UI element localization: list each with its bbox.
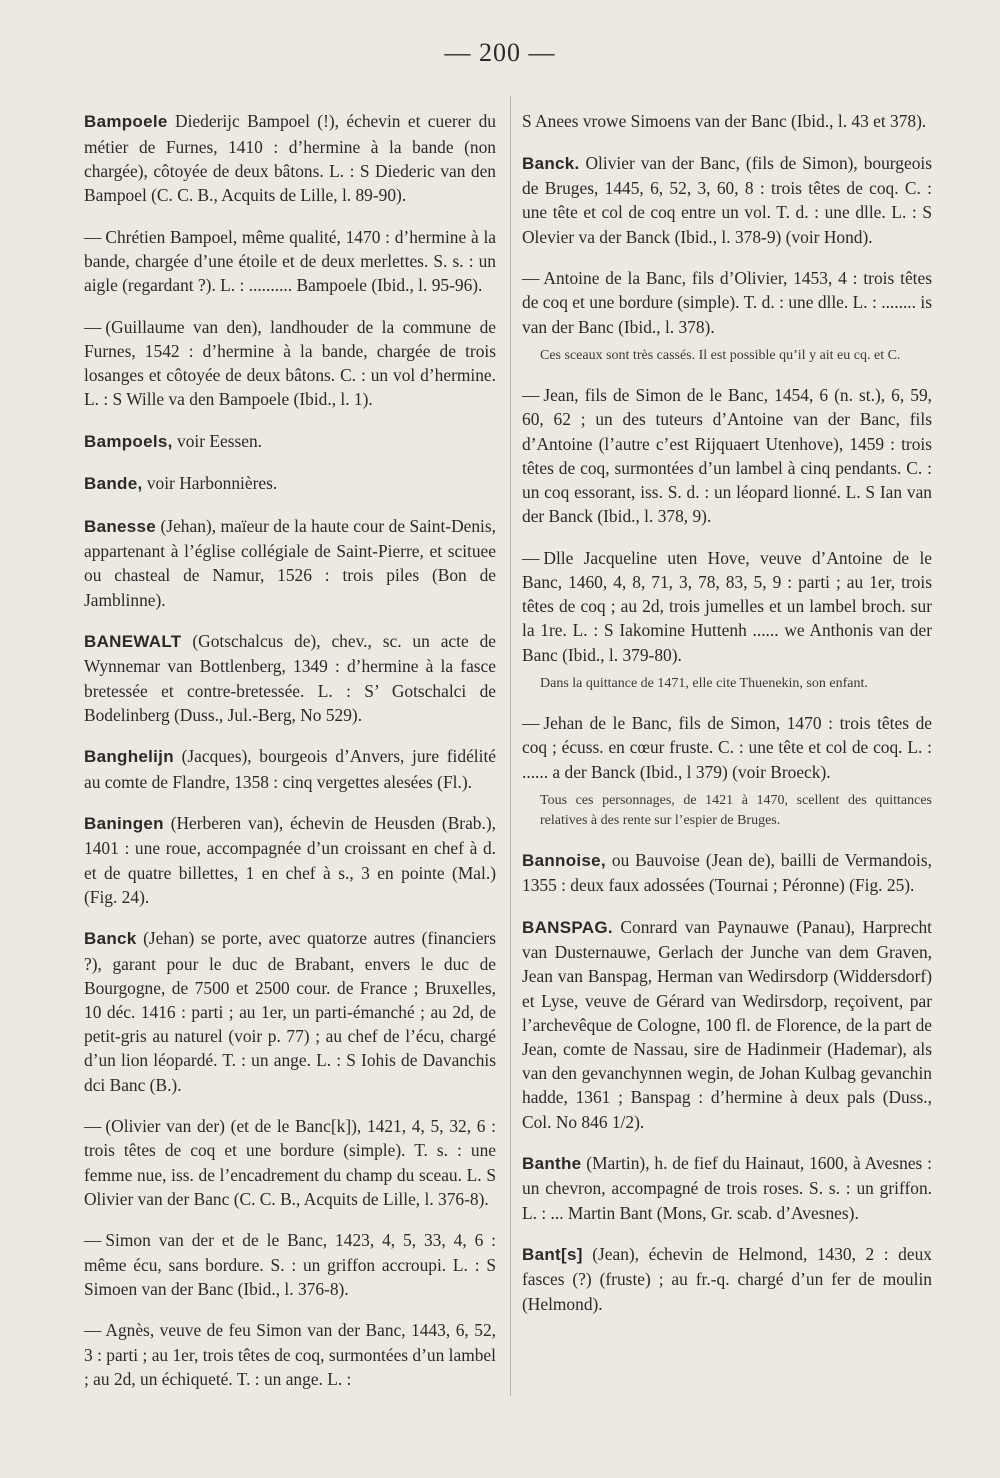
- entry: [522, 1242, 932, 1316]
- right-column: [522, 92, 932, 1329]
- entry-heading: Bande,: [84, 474, 143, 494]
- page-number: — 200 —: [444, 38, 556, 67]
- entry-text: (Herberen van), échevin de Heusden (Brab.), 1401 : une roue, accompagnée d’un croissant en chef à d. et de quatre billettes, 1 en chef à s., 3 en pointe (Mal.) (Fig. 24).: [84, 813, 496, 907]
- entry: [522, 109, 932, 133]
- entry-text: (Gotschalcus de), chev., sc. un acte de Wynnemar van Bottlenberg, 1349 : d’hermine à la fasce bretessée et contre-bretessée. L. : S’ Gotschalci de Bodelinberg (Duss., Jul.-Berg, No 529).: [84, 631, 496, 725]
- entry: [522, 1151, 932, 1225]
- entry-text: (Jehan) se porte, avec quatorze autres (financiers ?), garant pour le duc de Brabant, envers le duc de Bourgogne, de 7500 et 2500 cour. de France ; Bruxelles, 10 déc. 1416 : parti ; au 1er, un parti-émanché ; au 2d, de petit-gris au naturel (voir p. 77) ; au chef de l’écu, chargé d’un lion léopardé. T. : un ange. L. : S Iohis de Davanchis dci Banc (B.).: [84, 928, 496, 1095]
- entry-heading: BANSPAG.: [522, 918, 613, 937]
- entry-text: Conrard van Paynauwe (Panau), Harprecht van Dusternauwe, Gerlach der Junche van dem Graven, Jean van Banspag, Herman van Wedirsdorp (Widdersdorf) et Lyse, veuve de Gérard van Wedirsdorp, reçoivent, par l’archevêque de Cologne, 100 fl. de Florence, de la part de Jean, comte de Nassau, sire de Hadinmeir (Hademar), als van den gevanchynnen wegin, de Johan Kulbag gevanchin hadde, 1361 ; Banspag : d’hermine à deux pals (Duss., Col. No 846 1/2).: [522, 917, 932, 1132]
- entry-text: (Martin), h. de fief du Hainaut, 1600, à Avesnes : un chevron, accompagné de trois roses. S. s. : un griffon. L. : ... Martin Bant (Mons, Gr. scab. d’Avesnes).: [522, 1153, 932, 1223]
- entry-dash: —: [84, 1230, 102, 1251]
- entry-dash: —: [522, 547, 540, 568]
- entry-text: (Olivier van der) (et de le Banc[k]), 1421, 4, 5, 32, 6 : trois têtes de coq et une bordure (simple). T. s. : une femme nue, iss. de l’encadrement du champ du sceau. L. S Olivier van der Banc (C. C. B., Acquits de Lille, l. 376-8).: [84, 1116, 496, 1209]
- entry: [84, 1114, 496, 1211]
- entry-dash: —: [522, 385, 540, 406]
- entry-heading: Banesse: [84, 516, 157, 536]
- entry-dash: —: [84, 1320, 102, 1341]
- entry-heading: Bampoele: [84, 112, 168, 132]
- entry-heading: Banck.: [522, 153, 580, 173]
- entry: [522, 848, 932, 897]
- entry-heading: BANEWALT: [84, 632, 182, 652]
- entry: [84, 471, 496, 496]
- entry-text: Olivier van der Banc, (fils de Simon), bourgeois de Bruges, 1445, 6, 52, 3, 60, 8 : trois têtes de coq. C. : une tête et col de coq entre un vol. T. d. : une dlle. L. : S Olevier va der Banck (Ibid., l. 378-9) (voir Hond).: [522, 152, 932, 247]
- entry: [522, 915, 932, 1134]
- entry-text: voir Harbonnières.: [142, 473, 278, 494]
- column-divider: [510, 96, 511, 1396]
- entry-text: voir Eessen.: [172, 430, 263, 451]
- entry: [84, 1228, 496, 1301]
- entry-heading: Banck: [84, 929, 137, 949]
- entry-text: Chrétien Bampoel, même qualité, 1470 : d’hermine à la bande, chargée d’une étoile et de deux merlettes. S. s. : un aigle (regardant ?). L. : .......... Bampoele (Ibid., l. 95-96).: [84, 226, 496, 295]
- entry-dash: —: [522, 713, 540, 734]
- entry-text: Simon van der et de le Banc, 1423, 4, 5, 33, 4, 6 : même écu, sans bordure. S. : un griffon accroupi. L. : S Simoen van der Banc (Ibid., l. 376-8).: [84, 1230, 496, 1299]
- entry-text: Jean, fils de Simon de le Banc, 1454, 6 (n. st.), 6, 59, 60, 62 ; un des tuteurs d’Antoine van der Banc, fils d’Antoine (l’autre c’est Rijquaert Utenhove), 1459 : trois têtes de coq, surmontées d’un lambel à cinq pendants. C. : un coq essorant, iss. S. d. : un léopard lionné. L. S Ian van der Banck (Ibid., l. 378, 9).: [522, 385, 932, 527]
- entry-heading: Baningen: [84, 814, 164, 834]
- entry-heading: Bant[s]: [522, 1245, 583, 1265]
- entry: [84, 225, 496, 298]
- entry-dash: —: [522, 268, 540, 289]
- entry-text: ou Bauvoise (Jean de), bailli de Vermandois, 1355 : deux faux adossées (Tournai ; Péronne) (Fig. 25).: [522, 850, 932, 896]
- entry: [522, 266, 932, 339]
- entry: [84, 315, 496, 412]
- footnote: Tous ces personnages, de 1421 à 1470, scellent des quittances relatives à des rente sur l’espier de Bruges.: [540, 792, 932, 828]
- entry-text: S Anees vrowe Simoens van der Banc (Ibid., l. 43 et 378).: [522, 111, 927, 132]
- footnote: Ces sceaux sont très cassés. Il est possible qu’il y ait eu cq. et C.: [540, 347, 901, 363]
- entry: [522, 383, 932, 528]
- entry-heading: Banthe: [522, 1154, 582, 1174]
- entry: [84, 744, 496, 793]
- entry-heading: Banghelijn: [84, 747, 174, 767]
- entry-text: Dlle Jacqueline uten Hove, veuve d’Antoine de le Banc, 1460, 4, 8, 71, 3, 78, 83, 5, 9 : parti ; au 1er, trois têtes de coq ; au 2d, trois jumelles et un lambel broch. sur la 1re. L. : S Iakomine Huttenh ...... we Anthonis van der Banc (Ibid., l. 379-80).: [522, 547, 932, 665]
- entry-text: (Jean), échevin de Helmond, 1430, 2 : deux fasces (?) (fruste) ; au fr.-q. chargé d’un fer de moulin (Helmond).: [522, 1244, 932, 1314]
- entry-text: Agnès, veuve de feu Simon van der Banc, 1443, 6, 52, 3 : parti ; au 1er, trois têtes de coq, surmontées d’un lambel ; au 2d, un échiqueté. T. : un ange. L. :: [84, 1320, 496, 1389]
- entry: [84, 1318, 496, 1391]
- entry-dash: —: [84, 226, 102, 247]
- entry: [522, 546, 932, 667]
- entry-text: Diederijc Bampoel (!), échevin et cuerer du métier de Furnes, 1410 : d’hermine à la bande (non chargée), côtoyée de deux bâtons. L. : S Diederic van den Bampoel (C. C. B., Acquits de Lille, l. 89-90).: [84, 111, 496, 205]
- entry: [84, 811, 496, 909]
- left-column: [84, 92, 496, 1404]
- entry-text: (Guillaume van den), landhouder de la commune de Furnes, 1542 : d’hermine à la bande, chargée de trois losanges et côtoyée de deux bâtons. C. : un vol d’hermine. L. : S Wille va den Bampoele (Ibid., l. 1).: [84, 316, 496, 410]
- entry: [84, 629, 496, 727]
- entry-dash: —: [84, 316, 102, 337]
- entry-text: Antoine de la Banc, fils d’Olivier, 1453, 4 : trois têtes de coq et une bordure (simple). T. d. : une dlle. L. : ........ is van der Banc (Ibid., l. 378).: [522, 268, 932, 337]
- entry-dash: —: [84, 1116, 102, 1137]
- footnote: Dans la quittance de 1471, elle cite Thuenekin, son enfant.: [540, 675, 868, 691]
- entry: [84, 514, 496, 612]
- entry: [84, 429, 496, 454]
- entry: [522, 151, 932, 249]
- entry: [522, 711, 932, 784]
- entry-text: (Jacques), bourgeois d’Anvers, jure fidélité au comte de Flandre, 1358 : cinq vergettes alesées (Fl.).: [84, 746, 496, 792]
- entry: [84, 926, 496, 1096]
- entry-heading: Bampoels,: [84, 431, 173, 451]
- entry-heading: Bannoise,: [522, 851, 606, 871]
- entry-text: Jehan de le Banc, fils de Simon, 1470 : trois têtes de coq ; écuss. en cœur fruste. C. : une tête et col de coq. L. : ...... a der Banck (Ibid., l 379) (voir Broeck).: [522, 713, 932, 782]
- entry-text: (Jehan), maïeur de la haute cour de Saint-Denis, appartenant à l’église collégiale de Saint-Pierre, et scituee ou chasteal de Namur, 1526 : trois piles (Bon de Jamblinne).: [84, 515, 496, 610]
- entry: [84, 109, 496, 207]
